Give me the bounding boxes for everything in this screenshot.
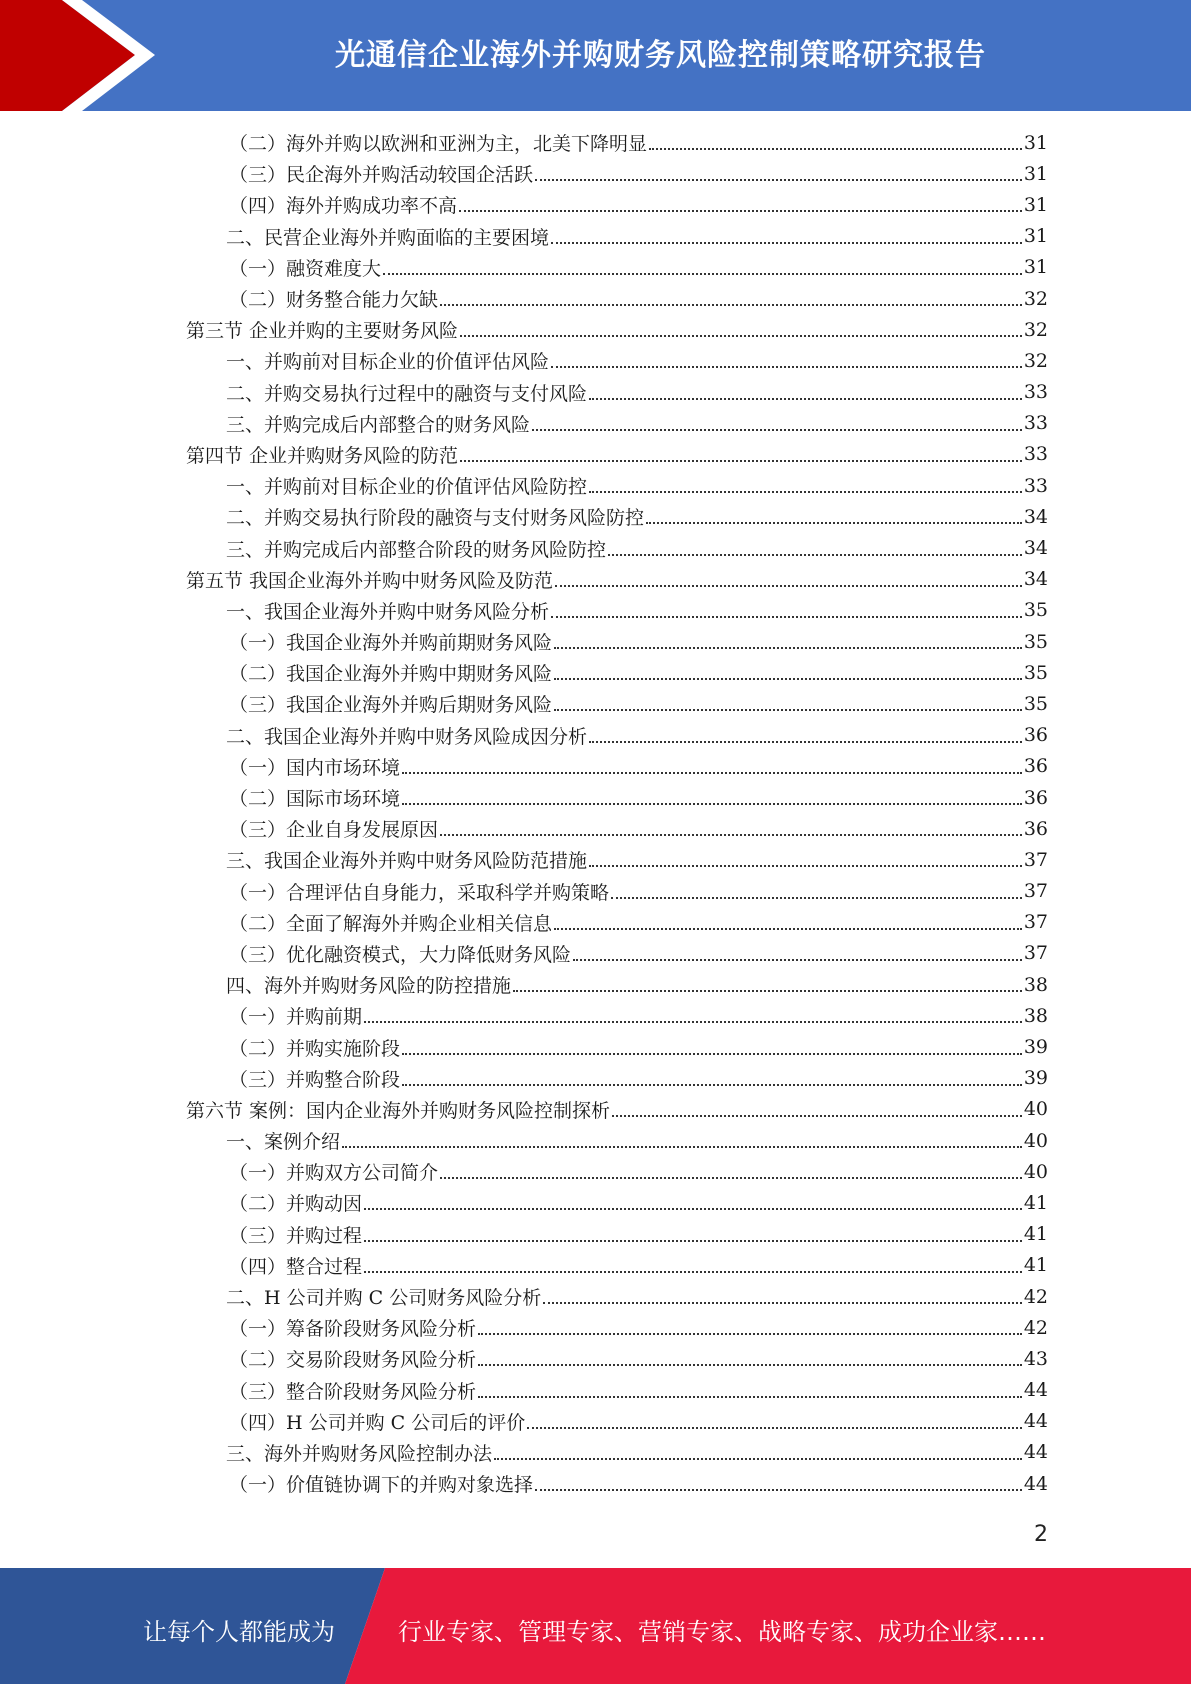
toc-entry-label: 二、H 公司并购 C 公司财务风险分析: [226, 1287, 542, 1310]
toc-entry-label: 二、民营企业海外并购面临的主要困境: [226, 226, 550, 249]
toc-entry-label: 三、并购完成后内部整合的财务风险: [226, 413, 531, 436]
toc-entry[interactable]: [186, 969, 1048, 1000]
toc-entry[interactable]: [186, 408, 1048, 439]
footer-slogan-left: 让每个人都能成为: [143, 1618, 335, 1646]
toc-entry[interactable]: [186, 564, 1048, 595]
toc-entry-page: 33: [1023, 381, 1048, 404]
toc-entry[interactable]: [186, 470, 1048, 501]
toc-entry[interactable]: [186, 439, 1048, 470]
toc-entry[interactable]: [186, 377, 1048, 408]
toc-entry-page: 35: [1023, 630, 1048, 653]
toc-dot-leader: [364, 1020, 1022, 1023]
toc-dot-leader: [402, 802, 1022, 805]
toc-entry-label: （二）交易阶段财务风险分析: [229, 1349, 477, 1372]
toc-dot-leader: [364, 1207, 1022, 1210]
toc-entry-page: 33: [1023, 443, 1048, 466]
toc-dot-leader: [402, 1052, 1022, 1055]
toc-dot-leader: [342, 1145, 1022, 1148]
toc-dot-leader: [459, 209, 1022, 212]
toc-dot-leader: [383, 272, 1022, 275]
toc-entry-label: （二）全面了解海外并购企业相关信息: [229, 912, 553, 935]
toc-entry[interactable]: [186, 1375, 1048, 1406]
toc-entry[interactable]: [186, 876, 1048, 907]
toc-entry-page: 44: [1023, 1410, 1048, 1433]
toc-entry-label: （二）国际市场环境: [229, 788, 401, 811]
toc-entry-label: 二、并购交易执行过程中的融资与支付风险: [226, 382, 588, 405]
toc-entry[interactable]: [186, 1094, 1048, 1125]
toc-dot-leader: [589, 490, 1022, 493]
toc-dot-leader: [612, 1114, 1022, 1117]
toc-entry[interactable]: [186, 189, 1048, 220]
toc-dot-leader: [551, 615, 1022, 618]
toc-dot-leader: [543, 1301, 1022, 1304]
toc-entry-label: （三）优化融资模式，大力降低财务风险: [229, 943, 572, 966]
toc-dot-leader: [460, 334, 1022, 337]
toc-dot-leader: [649, 147, 1022, 150]
toc-entry[interactable]: [186, 1468, 1048, 1499]
toc-entry-page: 37: [1023, 880, 1048, 903]
toc-dot-leader: [573, 958, 1022, 961]
toc-entry-label: （一）国内市场环境: [229, 756, 401, 779]
toc-entry[interactable]: [186, 751, 1048, 782]
toc-entry-page: 41: [1023, 1191, 1048, 1214]
toc-entry[interactable]: [186, 252, 1048, 283]
toc-entry-page: 41: [1023, 1254, 1048, 1277]
toc-entry-label: 三、海外并购财务风险控制办法: [226, 1442, 493, 1465]
toc-dot-leader: [364, 1270, 1022, 1273]
toc-entry-label: （三）企业自身发展原因: [229, 819, 439, 842]
toc-entry[interactable]: [186, 1281, 1048, 1312]
toc-entry-page: 40: [1023, 1129, 1048, 1152]
page-header: [0, 0, 1191, 111]
toc-dot-leader: [535, 178, 1022, 181]
toc-entry[interactable]: [186, 1406, 1048, 1437]
toc-entry-label: 第四节 企业并购财务风险的防范: [186, 444, 459, 467]
toc-entry-page: 41: [1023, 1223, 1048, 1246]
table-of-contents: [186, 127, 1048, 1499]
toc-entry[interactable]: [186, 127, 1048, 158]
toc-entry-page: 32: [1023, 318, 1048, 341]
toc-entry-label: （四）H 公司并购 C 公司后的评价: [229, 1411, 526, 1434]
toc-entry-label: 第六节 案例：国内企业海外并购财务风险控制探析: [186, 1099, 611, 1122]
toc-entry[interactable]: [186, 938, 1048, 969]
toc-entry-label: 三、我国企业海外并购中财务风险防范措施: [226, 850, 588, 873]
toc-entry[interactable]: [186, 1125, 1048, 1156]
toc-entry-label: （一）并购双方公司简介: [229, 1162, 439, 1185]
toc-entry-label: 一、我国企业海外并购中财务风险分析: [226, 600, 550, 623]
toc-dot-leader: [555, 584, 1022, 587]
toc-entry[interactable]: [186, 158, 1048, 189]
toc-entry-page: 44: [1023, 1441, 1048, 1464]
toc-entry-page: 32: [1023, 287, 1048, 310]
toc-entry-label: （一）价值链协调下的并购对象选择: [229, 1474, 534, 1497]
toc-entry-label: 第五节 我国企业海外并购中财务风险及防范: [186, 569, 554, 592]
toc-dot-leader: [554, 646, 1022, 649]
toc-entry-label: （一）我国企业海外并购前期财务风险: [229, 632, 553, 655]
toc-entry-page: 43: [1023, 1347, 1048, 1370]
document-title: 光通信企业海外并购财务风险控制策略研究报告: [335, 38, 986, 73]
toc-entry[interactable]: [186, 1187, 1048, 1218]
toc-entry[interactable]: [186, 532, 1048, 563]
toc-entry-label: （一）并购前期: [229, 1006, 363, 1029]
toc-dot-leader: [554, 708, 1022, 711]
toc-entry-label: （二）财务整合能力欠缺: [229, 289, 439, 312]
toc-entry-page: 31: [1023, 193, 1048, 216]
toc-entry-label: （一）融资难度大: [229, 257, 382, 280]
toc-entry-page: 42: [1023, 1285, 1048, 1308]
toc-entry-label: （三）并购整合阶段: [229, 1068, 401, 1091]
toc-entry[interactable]: [186, 844, 1048, 875]
toc-dot-leader: [402, 1083, 1022, 1086]
toc-dot-leader: [551, 365, 1022, 368]
toc-entry-label: （一）筹备阶段财务风险分析: [229, 1318, 477, 1341]
toc-entry-page: 34: [1023, 505, 1048, 528]
toc-dot-leader: [554, 927, 1022, 930]
toc-dot-leader: [527, 1426, 1022, 1429]
toc-entry-page: 38: [1023, 973, 1048, 996]
toc-entry[interactable]: [186, 907, 1048, 938]
toc-entry-page: 40: [1023, 1160, 1048, 1183]
toc-entry[interactable]: [186, 221, 1048, 252]
toc-dot-leader: [478, 1363, 1022, 1366]
toc-dot-leader: [494, 1457, 1022, 1460]
toc-entry-label: 三、并购完成后内部整合阶段的财务风险防控: [226, 538, 607, 561]
toc-entry-page: 33: [1023, 474, 1048, 497]
toc-entry[interactable]: [186, 1343, 1048, 1374]
toc-entry-label: （四）整合过程: [229, 1255, 363, 1278]
toc-entry-page: 36: [1023, 724, 1048, 747]
toc-entry-label: （二）并购实施阶段: [229, 1037, 401, 1060]
toc-entry-label: 一、并购前对目标企业的价值评估风险防控: [226, 476, 588, 499]
toc-entry-label: （三）我国企业海外并购后期财务风险: [229, 694, 553, 717]
toc-entry-page: 44: [1023, 1472, 1048, 1495]
footer-slogan-right: 行业专家、管理专家、营销专家、战略专家、成功企业家……: [398, 1618, 1046, 1646]
toc-entry-label: 四、海外并购财务风险的防控措施: [226, 975, 512, 998]
toc-entry-page: 31: [1023, 131, 1048, 154]
toc-entry-page: 39: [1023, 1067, 1048, 1090]
toc-entry-page: 31: [1023, 162, 1048, 185]
toc-entry[interactable]: [186, 1000, 1048, 1031]
toc-entry-label: 二、我国企业海外并购中财务风险成因分析: [226, 725, 588, 748]
toc-entry-label: （三）民企海外并购活动较国企活跃: [229, 164, 534, 187]
toc-dot-leader: [589, 740, 1022, 743]
toc-entry-page: 31: [1023, 256, 1048, 279]
toc-entry-page: 44: [1023, 1379, 1048, 1402]
toc-dot-leader: [513, 989, 1022, 992]
toc-entry-page: 40: [1023, 1098, 1048, 1121]
toc-entry-label: 一、案例介绍: [226, 1131, 341, 1154]
toc-entry-page: 37: [1023, 911, 1048, 934]
toc-entry-page: 36: [1023, 786, 1048, 809]
toc-entry-label: （三）并购过程: [229, 1224, 363, 1247]
toc-entry-page: 35: [1023, 661, 1048, 684]
toc-entry-page: 32: [1023, 349, 1048, 372]
toc-entry-label: （一）合理评估自身能力，采取科学并购策略: [229, 881, 610, 904]
toc-entry[interactable]: [186, 657, 1048, 688]
toc-entry[interactable]: [186, 782, 1048, 813]
toc-entry-page: 34: [1023, 537, 1048, 560]
toc-dot-leader: [478, 1395, 1022, 1398]
toc-entry[interactable]: [186, 1063, 1048, 1094]
toc-dot-leader: [460, 459, 1022, 462]
toc-dot-leader: [535, 1488, 1022, 1491]
toc-dot-leader: [589, 397, 1022, 400]
toc-entry-label: 一、并购前对目标企业的价值评估风险: [226, 351, 550, 374]
toc-entry-label: 二、并购交易执行阶段的融资与支付财务风险防控: [226, 507, 645, 530]
toc-dot-leader: [646, 521, 1022, 524]
toc-entry-page: 37: [1023, 848, 1048, 871]
toc-entry-page: 31: [1023, 225, 1048, 248]
toc-dot-leader: [532, 428, 1022, 431]
toc-dot-leader: [402, 771, 1022, 774]
toc-entry-page: 39: [1023, 1036, 1048, 1059]
page-footer: [0, 1568, 1191, 1684]
toc-entry-page: 35: [1023, 692, 1048, 715]
toc-entry[interactable]: [186, 501, 1048, 532]
toc-entry-page: 37: [1023, 942, 1048, 965]
toc-entry-page: 36: [1023, 755, 1048, 778]
toc-entry[interactable]: [186, 1312, 1048, 1343]
toc-dot-leader: [440, 303, 1022, 306]
toc-entry-label: （三）整合阶段财务风险分析: [229, 1380, 477, 1403]
toc-dot-leader: [589, 864, 1022, 867]
toc-entry[interactable]: [186, 1219, 1048, 1250]
toc-dot-leader: [364, 1239, 1022, 1242]
toc-entry[interactable]: [186, 688, 1048, 719]
toc-entry[interactable]: [186, 1250, 1048, 1281]
toc-dot-leader: [478, 1332, 1022, 1335]
toc-entry-label: （四）海外并购成功率不高: [229, 195, 458, 218]
toc-entry[interactable]: [186, 1156, 1048, 1187]
toc-dot-leader: [611, 896, 1022, 899]
toc-dot-leader: [440, 833, 1022, 836]
toc-entry-page: 36: [1023, 817, 1048, 840]
toc-entry[interactable]: [186, 720, 1048, 751]
toc-entry[interactable]: [186, 345, 1048, 376]
toc-entry[interactable]: [186, 314, 1048, 345]
toc-entry[interactable]: [186, 595, 1048, 626]
toc-entry-page: 38: [1023, 1004, 1048, 1027]
toc-entry-label: 第三节 企业并购的主要财务风险: [186, 320, 459, 343]
toc-entry-page: 33: [1023, 412, 1048, 435]
toc-entry[interactable]: [186, 1031, 1048, 1062]
toc-entry[interactable]: [186, 1437, 1048, 1468]
toc-dot-leader: [440, 1176, 1022, 1179]
toc-entry[interactable]: [186, 813, 1048, 844]
toc-entry[interactable]: [186, 626, 1048, 657]
toc-entry-label: （二）并购动因: [229, 1193, 363, 1216]
toc-entry-page: 34: [1023, 568, 1048, 591]
toc-entry-label: （二）海外并购以欧洲和亚洲为主，北美下降明显: [229, 133, 648, 156]
toc-entry-label: （二）我国企业海外并购中期财务风险: [229, 663, 553, 686]
toc-entry[interactable]: [186, 283, 1048, 314]
toc-entry-page: 35: [1023, 599, 1048, 622]
toc-dot-leader: [551, 241, 1022, 244]
toc-dot-leader: [554, 677, 1022, 680]
page-number: 2: [1034, 1522, 1048, 1547]
toc-entry-page: 42: [1023, 1316, 1048, 1339]
toc-dot-leader: [608, 553, 1022, 556]
